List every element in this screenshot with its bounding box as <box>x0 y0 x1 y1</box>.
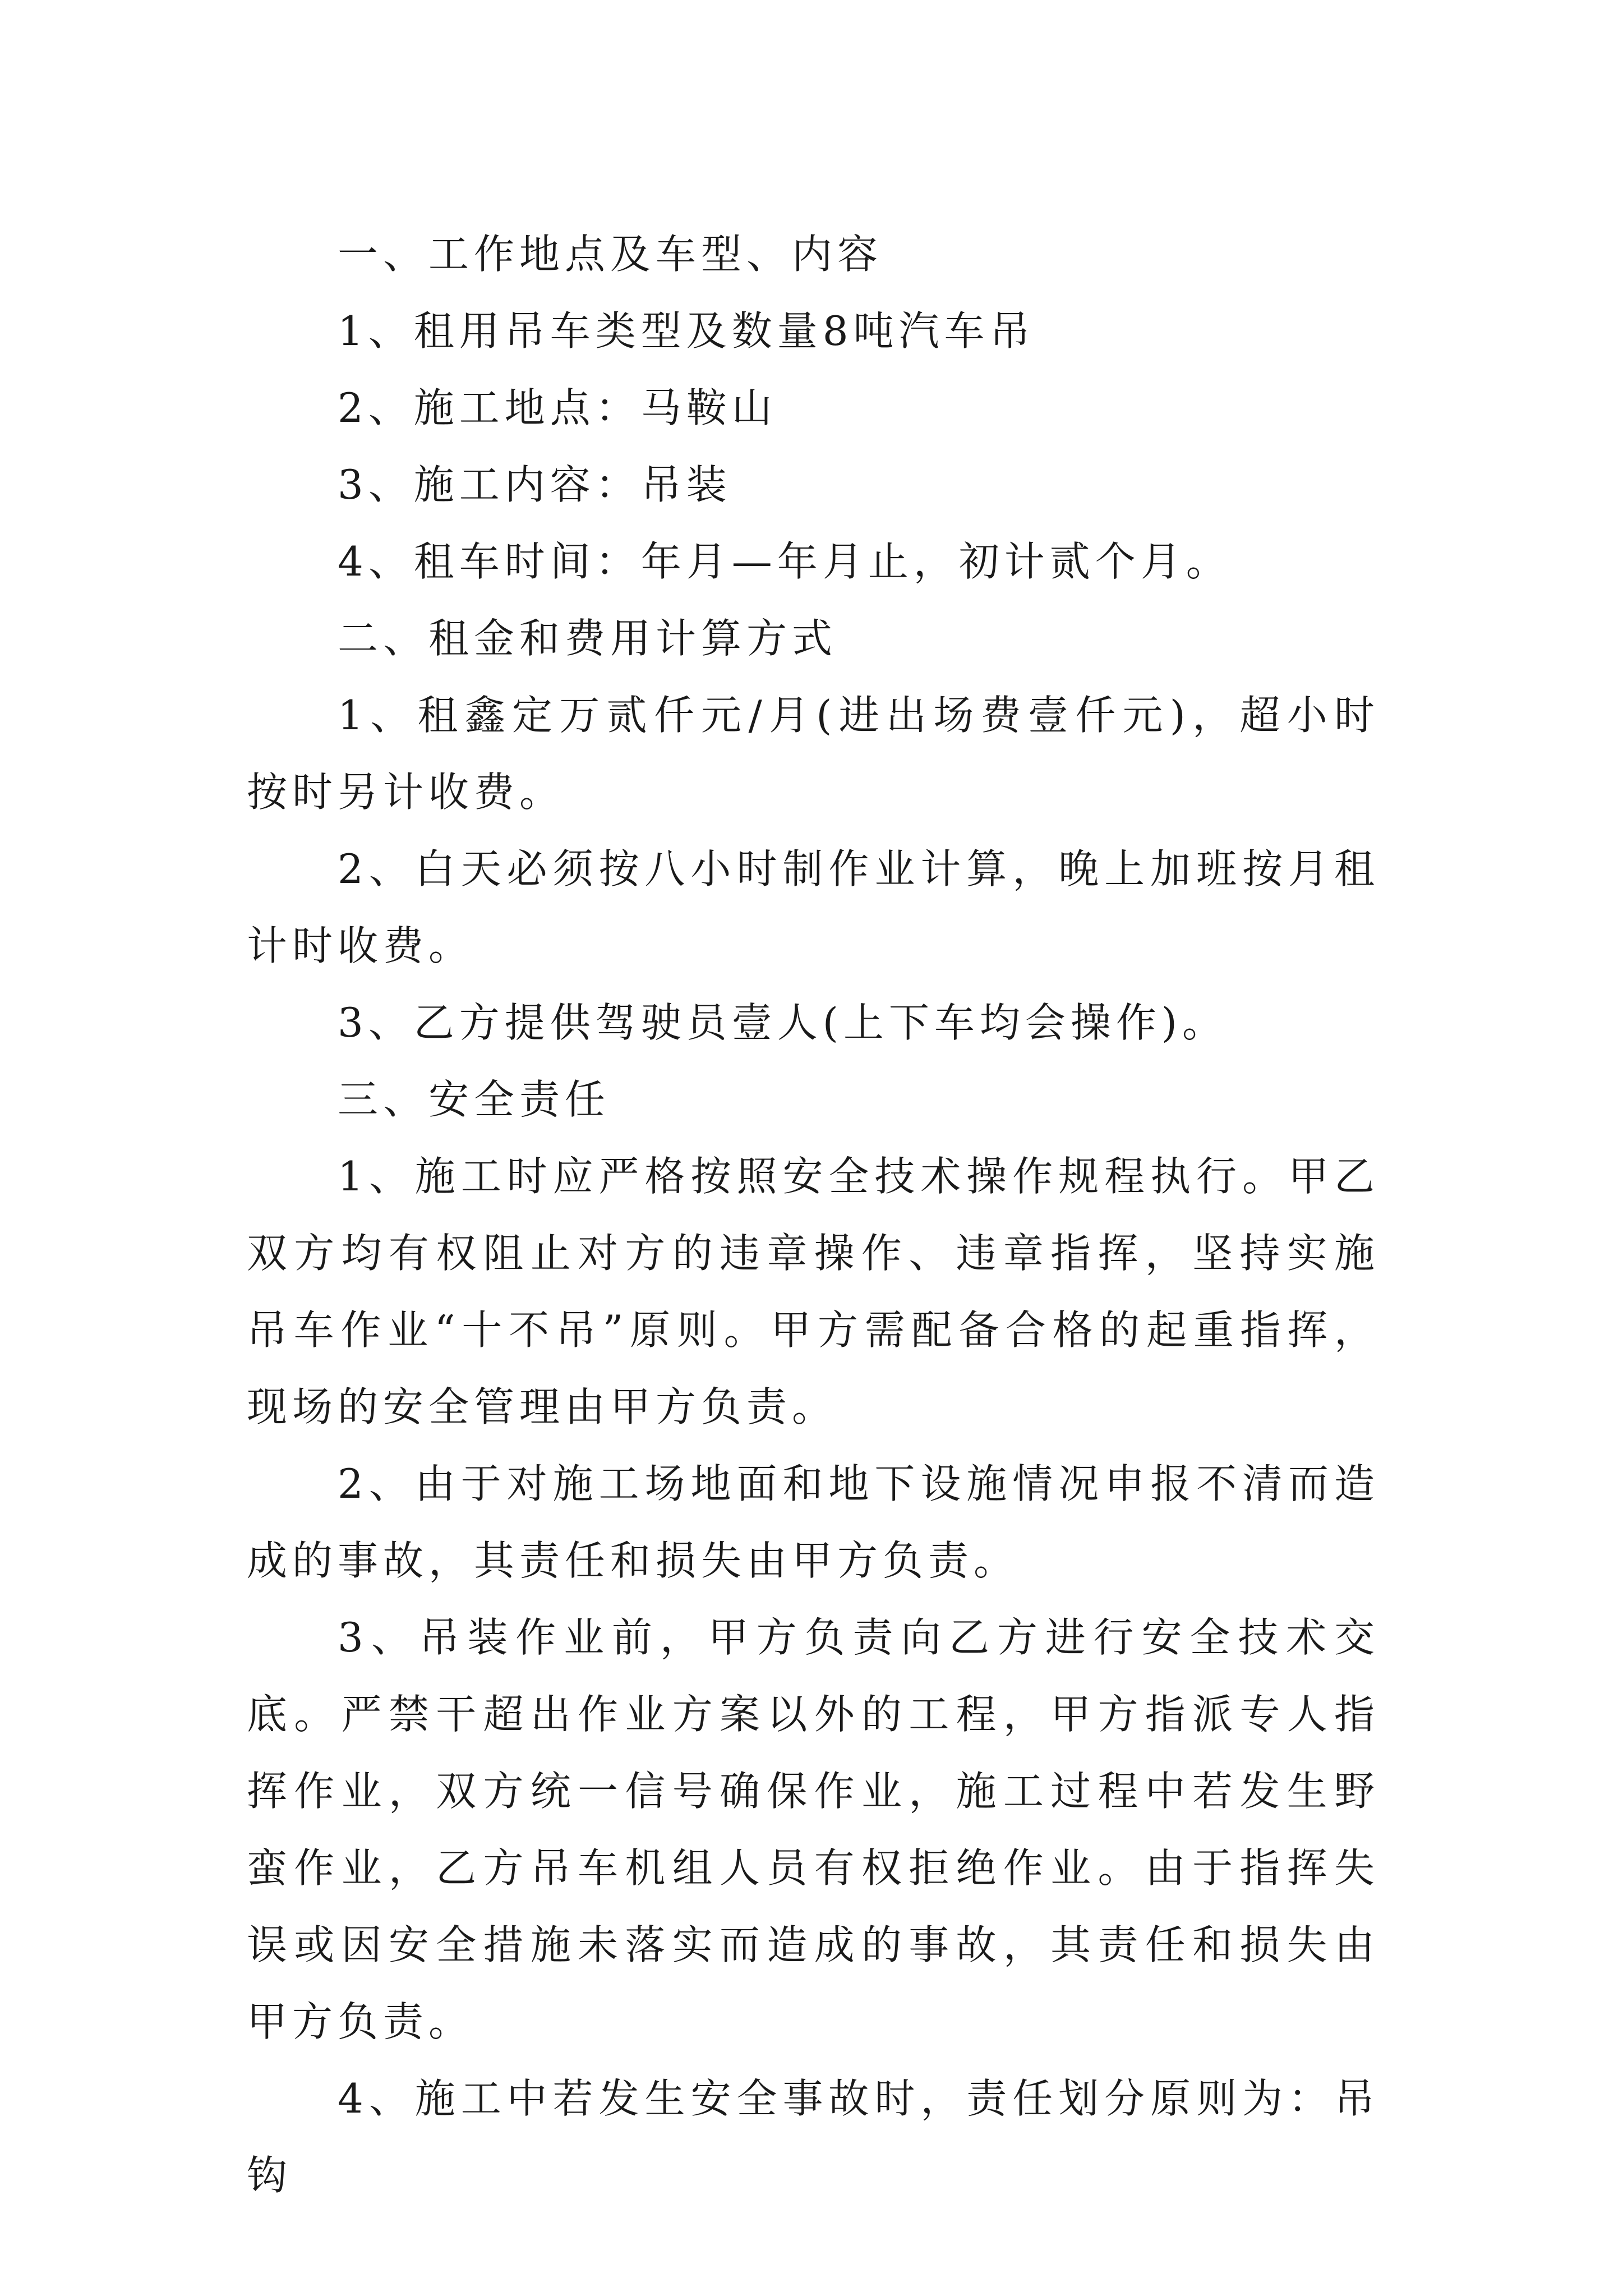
section-heading-3: 三、安全责任 <box>338 1076 611 1123</box>
paragraph-crane-type: 1、租用吊车类型及数量8吨汽车吊 <box>338 307 1035 355</box>
paragraph-content: 3、施工内容：吊装 <box>338 461 732 508</box>
paragraph-safety-rules: 1、施工时应严格按照安全技术操作规程执行。甲乙双方均有权阻止对方的违章操作、违章指挥，坚持实施吊车作业“十不吊”原则。甲方需配备合格的起重指挥，现场的安全管理由甲方负责。 <box>247 1153 1380 1430</box>
paragraph-daytime-hours: 2、白天必须按八小时制作业计算，晚上加班按月租计时收费。 <box>247 845 1380 969</box>
paragraph-site-liability: 2、由于对施工场地面和地下设施情况申报不清而造成的事故，其责任和损失由甲方负责。 <box>247 1460 1380 1584</box>
section-heading-2: 二、租金和费用计算方式 <box>338 615 838 662</box>
paragraph-rental-time: 4、租车时间：年月—年月止，初计贰个月。 <box>338 538 1232 585</box>
section-heading-1: 一、工作地点及车型、内容 <box>338 231 883 278</box>
paragraph-rent-fee: 1、租鑫定万贰仟元/月(进出场费壹仟元)，超小时按时另计收费。 <box>247 692 1380 816</box>
paragraph-location: 2、施工地点：马鞍山 <box>338 384 777 431</box>
paragraph-accident-responsibility: 4、施工中若发生安全事故时，责任划分原则为：吊钩 <box>247 2075 1380 2199</box>
document-body <box>247 216 1380 2214</box>
paragraph-pre-lift-briefing: 3、吊装作业前，甲方负责向乙方进行安全技术交底。严禁干超出作业方案以外的工程，甲方指派专人指挥作业，双方统一信号确保作业，施工过程中若发生野蛮作业，乙方吊车机组人员有权拒绝作业。由于指挥失误或因安全措施未落实而造成的事故，其责任和损失由甲方负责。 <box>247 1614 1380 2045</box>
paragraph-driver: 3、乙方提供驾驶员壹人(上下车均会操作)。 <box>338 999 1228 1046</box>
